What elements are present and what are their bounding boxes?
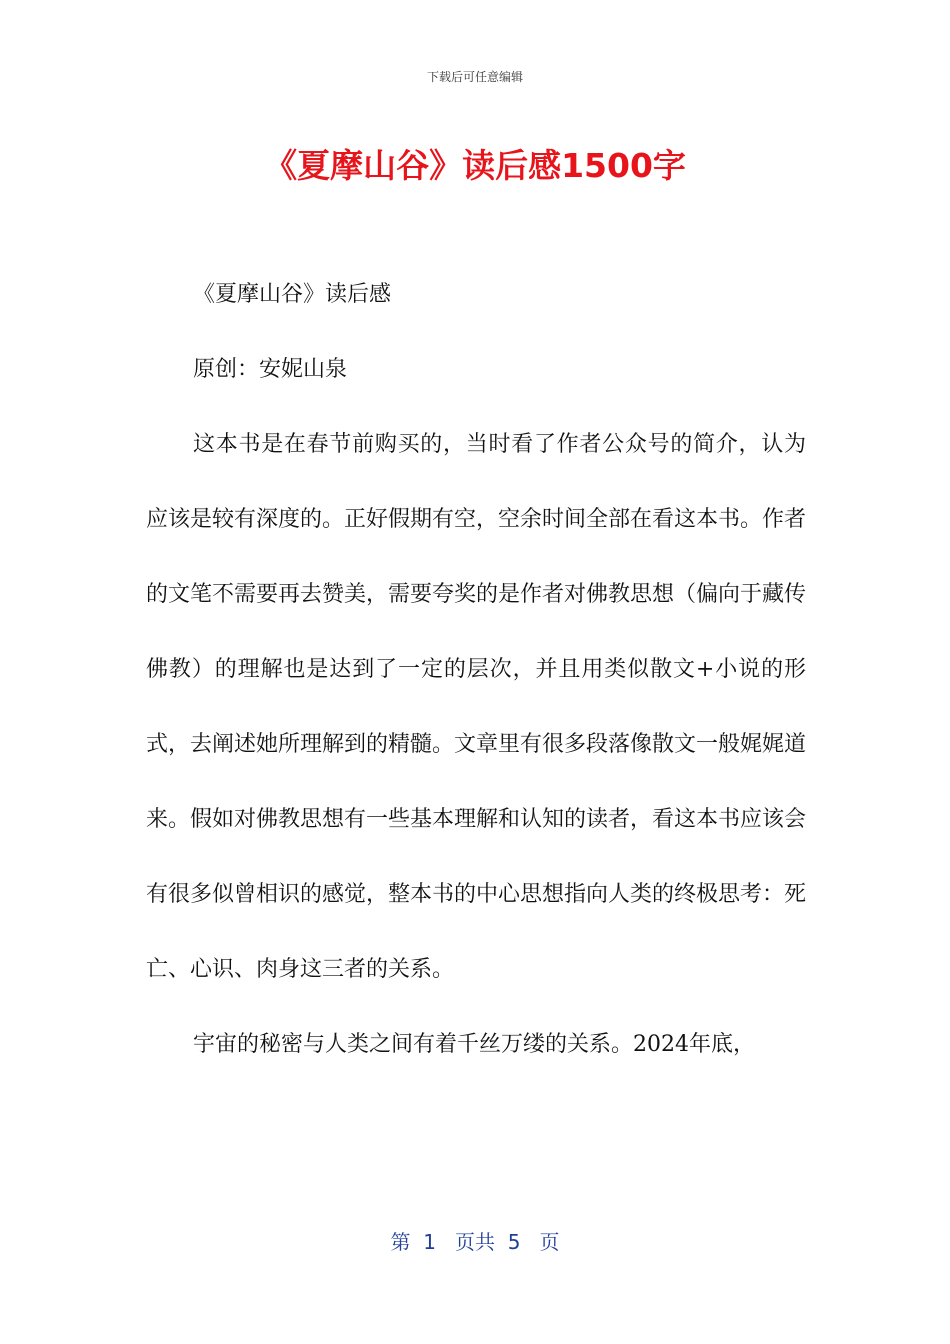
paragraph-body-1: 这本书是在春节前购买的，当时看了作者公众号的简介，认为应该是较有深度的。正好假期有空，空余时间全部在看这本书。作者的文笔不需要再去赞美，需要夸奖的是作者对佛教思想（偏向于藏传佛教）的理解也是达到了一定的层次，并且用类似散文+小说的形式，去阐述她所理解到的精髓。文章里有很多段落像散文一般娓娓道来。假如对佛教思想有一些基本理解和认知的读者，看这本书应该会有很多似曾相识的感觉，整本书的中心思想指向人类的终极思考：死亡、心识、肉身这三者的关系。 [146,432,807,982]
paragraph-subtitle: 《夏摩山谷》读后感 [193,282,392,307]
page-header-note: 下载后可任意编辑 [426,70,523,84]
paragraph-author: 原创：安妮山泉 [193,357,348,382]
paragraph-body-2: 宇宙的秘密与人类之间有着千丝万缕的关系。2024年底， [193,1032,755,1057]
document-body [146,257,806,1082]
document-title: 《夏摩山谷》读后感1500字 [264,146,686,185]
page-footer: 第 1 页共 5 页 [390,1230,560,1254]
